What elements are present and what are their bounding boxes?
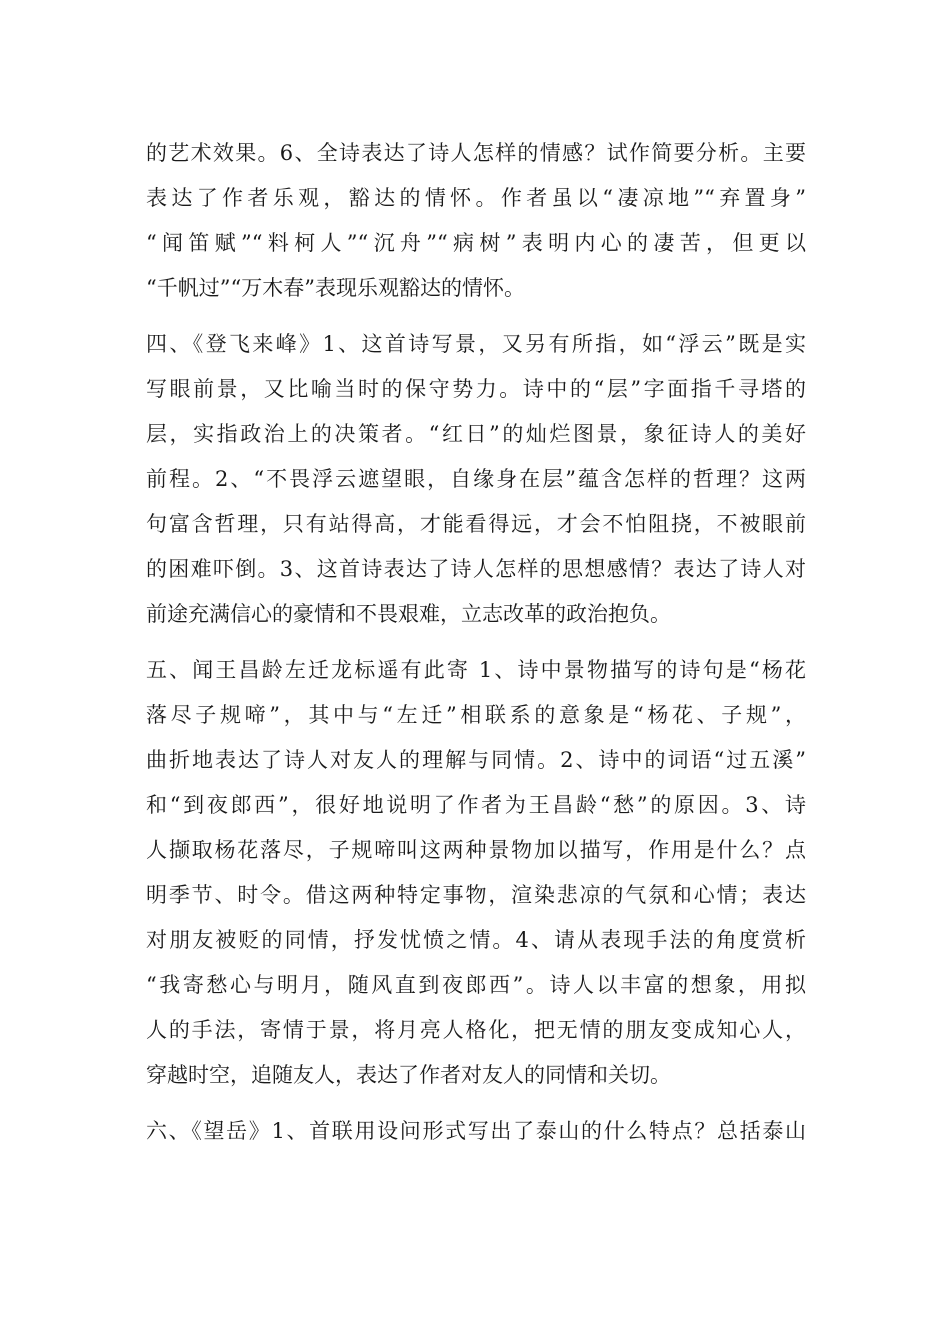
text-line: 人的手法，寄情于景，将月亮人格化，把无情的朋友变成知心人， bbox=[146, 1018, 806, 1042]
text-line: 前程。2、“不畏浮云遮望眼，自缘身在层”蕴含怎样的哲理？这两 bbox=[146, 467, 806, 491]
paragraph-spacer bbox=[146, 311, 806, 322]
paragraph-poem-3-answers bbox=[146, 131, 806, 311]
document-body bbox=[146, 131, 806, 1154]
text-line: 四、《登飞来峰》1、这首诗写景，又另有所指，如“浮云”既是实 bbox=[146, 332, 806, 356]
text-line: 六、《望岳》1、首联用设问形式写出了泰山的什么特点？总括泰山 bbox=[146, 1119, 806, 1143]
paragraph-spacer bbox=[146, 1098, 806, 1109]
text-line: 和“到夜郎西”，很好地说明了作者为王昌龄“愁”的原因。3、诗 bbox=[146, 793, 806, 817]
paragraph-wang-yue bbox=[146, 1109, 806, 1154]
text-line: 句富含哲理，只有站得高，才能看得远，才会不怕阻挠，不被眼前 bbox=[146, 512, 806, 536]
text-line: 明季节、时令。借这两种特定事物，渲染悲凉的气氛和心情；表达 bbox=[146, 883, 806, 907]
text-line: 的艺术效果。6、全诗表达了诗人怎样的情感？试作简要分析。主要 bbox=[146, 141, 806, 165]
paragraph-wang-changling bbox=[146, 648, 806, 1098]
text-line: 表达了作者乐观，豁达的情怀。作者虽以“凄凉地”“弃置身” bbox=[146, 186, 806, 210]
text-line: 前途充满信心的豪情和不畏艰难，立志改革的政治抱负。 bbox=[146, 602, 671, 626]
text-line: 落尽子规啼”，其中与“左迁”相联系的意象是“杨花、子规”， bbox=[146, 703, 806, 727]
text-line: 写眼前景，又比喻当时的保守势力。诗中的“层”字面指千寻塔的 bbox=[146, 377, 806, 401]
text-line: 层，实指政治上的决策者。“红日”的灿烂图景，象征诗人的美好 bbox=[146, 422, 806, 446]
paragraph-deng-fei-lai-feng bbox=[146, 322, 806, 637]
text-line: 穿越时空，追随友人，表达了作者对友人的同情和关切。 bbox=[146, 1063, 671, 1087]
text-line: “闻笛赋”“料柯人”“沉舟”“病树”表明内心的凄苦，但更以 bbox=[146, 231, 806, 255]
text-line: “我寄愁心与明月，随风直到夜郎西”。诗人以丰富的想象，用拟 bbox=[146, 973, 806, 997]
text-line: 曲折地表达了诗人对友人的理解与同情。2、诗中的词语“过五溪” bbox=[146, 748, 806, 772]
text-line: 人撷取杨花落尽，子规啼叫这两种景物加以描写，作用是什么？点 bbox=[146, 838, 806, 862]
text-line: 对朋友被贬的同情，抒发忧愤之情。4、请从表现手法的角度赏析 bbox=[146, 928, 806, 952]
paragraph-spacer bbox=[146, 637, 806, 648]
text-line: 的困难吓倒。3、这首诗表达了诗人怎样的思想感情？表达了诗人对 bbox=[146, 557, 806, 581]
text-line: 五、闻王昌龄左迁龙标遥有此寄 1、诗中景物描写的诗句是“杨花 bbox=[146, 658, 806, 682]
text-line: “千帆过”“万木春”表现乐观豁达的情怀。 bbox=[146, 276, 525, 300]
